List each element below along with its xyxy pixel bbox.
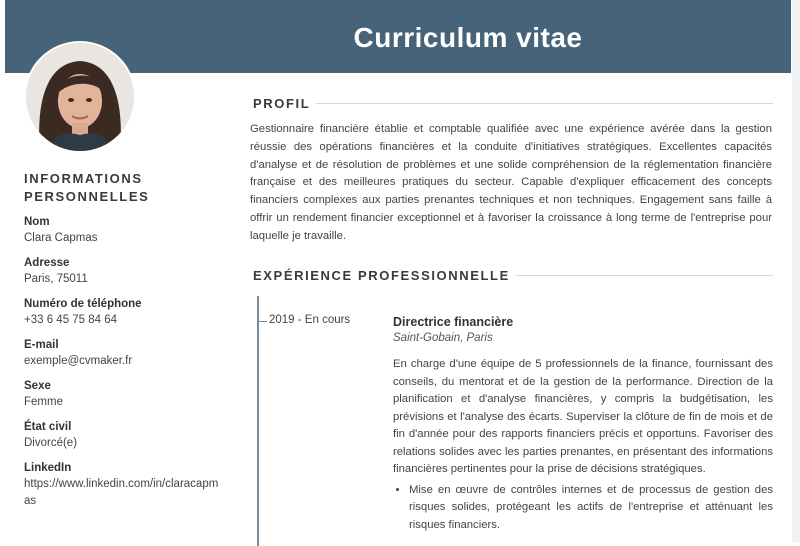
experience-section-heading [253,268,773,283]
personal-info-title: INFORMATIONS PERSONNELLES [24,171,150,204]
field-label: LinkedIn [24,462,72,474]
linkedin-link[interactable]: https://www.linkedin.com/in/claracapmas [24,478,219,507]
field-marital-status [24,419,224,452]
page-title: Curriculum vitae [353,22,583,53]
profile-section-heading [253,96,773,111]
field-value: Femme [24,396,63,408]
field-value: +33 6 45 75 84 64 [24,314,118,326]
avatar [26,43,134,151]
field-value: Divorcé(e) [24,437,78,449]
page-edge [792,0,800,542]
timeline-line [257,296,259,546]
field-value: Clara Capmas [24,232,98,244]
field-name [24,214,224,247]
field-linkedin [24,460,224,510]
personal-info-panel [24,170,224,510]
profile-title: PROFIL [253,96,311,111]
profile-photo [26,43,134,151]
field-label: Adresse [24,257,70,269]
timeline-tick [259,321,267,322]
field-label: Sexe [24,380,51,392]
field-label: État civil [24,421,72,433]
field-email [24,337,224,370]
header-banner [5,0,791,73]
field-label: E-mail [24,339,59,351]
experience-title: EXPÉRIENCE PROFESSIONNELLE [253,268,510,283]
job-period: 2019 - En cours [269,314,351,326]
field-label: Numéro de téléphone [24,298,142,310]
field-phone [24,296,224,329]
job-bullet-item: • Mise en œuvre de contrôles internes et de processus de gestion des risques solides, protégeant les actifs de l'entreprise et atténuant les risques financiers. [409,482,773,535]
field-value: Paris, 75011 [24,273,88,285]
heading-rule [516,275,773,276]
job-entry [393,314,773,534]
field-address [24,255,224,288]
field-gender [24,378,224,411]
profile-text: Gestionnaire financière établie et comptable qualifiée avec une expérience avérée dans la gestion réussie des opérations financières et la conduite d'initiatives stratégiques. Excellentes capacités d'analyse et de résolution de problèmes et une solide compréhension de la réglementation financière française et des meilleures pratiques du secteur. Capable d'expliquer efficacement des concepts financiers complexes aux parties prenantes techniques et non techniques. Engagement sans faille à offrir un rendement financier exceptionnel et à favoriser la croissance à long terme de l'entreprise pour laquelle je travaille. [250,123,772,242]
heading-rule [316,103,773,104]
field-label: Nom [24,216,50,228]
job-bullets [393,482,773,535]
job-description: En charge d'une équipe de 5 professionnels de la finance, fournissant des conseils, du mentorat et de la gestion de la performance. Direction de la planification et d'analyse financières, y compris la budgétisation, les prévisions et l'analyse des écarts. Superviser la clôture de fin de mois et de fin d'année pour des rapports financiers précis et opportuns. Favoriser des relations solides avec les parties prenantes, en présentant des informations financières pertinentes pour la prise de décisions stratégiques. [393,358,773,475]
job-company: Saint-Gobain, Paris [393,332,493,344]
field-value[interactable]: exemple@cvmaker.fr [24,355,133,367]
job-title: Directrice financière [393,315,514,329]
